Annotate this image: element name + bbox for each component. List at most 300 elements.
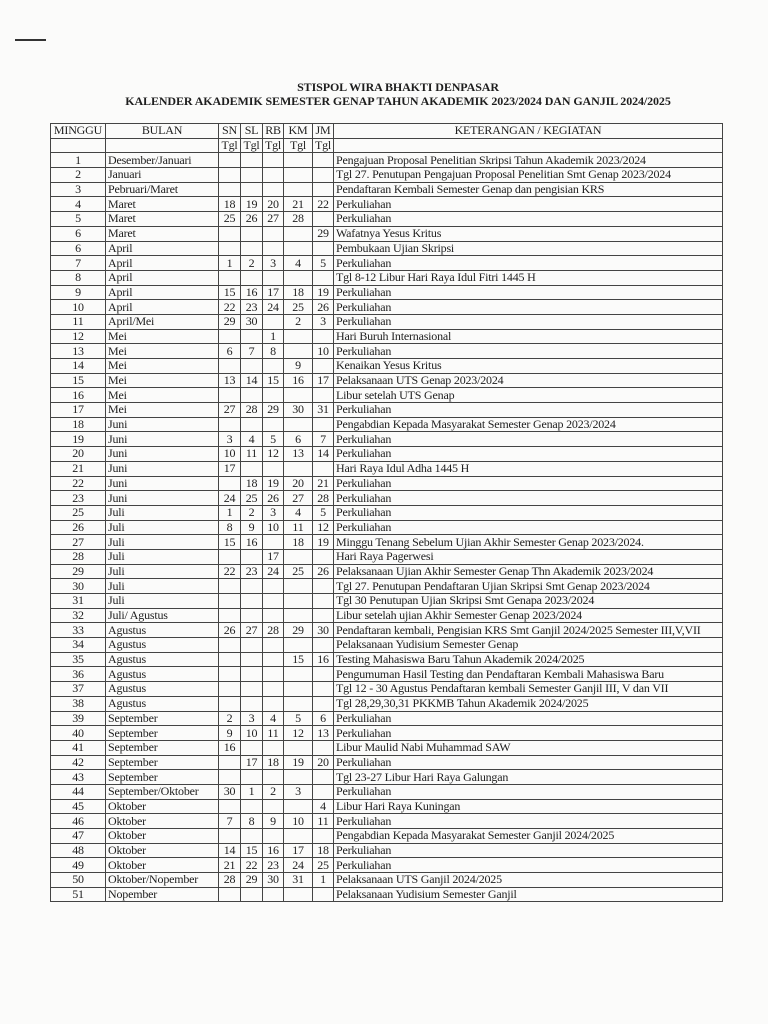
jm-date-cell: 5 bbox=[313, 505, 334, 520]
km-date-cell: 25 bbox=[284, 300, 313, 315]
rb-date-cell: 18 bbox=[263, 755, 284, 770]
table-row bbox=[51, 359, 723, 374]
sn-date-cell: 24 bbox=[219, 491, 241, 506]
km-date-cell bbox=[284, 388, 313, 403]
table-row bbox=[51, 755, 723, 770]
rb-date-cell bbox=[263, 226, 284, 241]
km-date-cell: 20 bbox=[284, 476, 313, 491]
rb-date-cell: 11 bbox=[263, 726, 284, 741]
bulan-cell: April bbox=[106, 241, 219, 256]
keterangan-cell: Tgl 30 Penutupan Ujian Skripsi Smt Genapa 2023/2024 bbox=[334, 594, 723, 609]
sn-date-cell bbox=[219, 153, 241, 168]
jm-date-cell: 12 bbox=[313, 520, 334, 535]
bulan-cell: Mei bbox=[106, 373, 219, 388]
sl-date-cell: 9 bbox=[241, 520, 263, 535]
header-sl: SL bbox=[241, 124, 263, 139]
minggu-cell: 5 bbox=[51, 212, 106, 227]
keterangan-cell: Perkuliahan bbox=[334, 285, 723, 300]
minggu-cell: 18 bbox=[51, 417, 106, 432]
sl-date-cell: 15 bbox=[241, 843, 263, 858]
sl-date-cell bbox=[241, 329, 263, 344]
rb-date-cell bbox=[263, 153, 284, 168]
keterangan-cell: Pelaksanaan Yudisium Semester Ganjil bbox=[334, 887, 723, 902]
sn-date-cell: 15 bbox=[219, 285, 241, 300]
km-date-cell bbox=[284, 638, 313, 653]
jm-date-cell: 29 bbox=[313, 226, 334, 241]
rb-date-cell bbox=[263, 638, 284, 653]
bulan-cell: Oktober bbox=[106, 843, 219, 858]
table-row bbox=[51, 403, 723, 418]
table-row bbox=[51, 314, 723, 329]
rb-date-cell bbox=[263, 535, 284, 550]
header-rb: RB bbox=[263, 124, 284, 139]
bulan-cell: September bbox=[106, 726, 219, 741]
minggu-cell: 40 bbox=[51, 726, 106, 741]
keterangan-cell: Pelaksanaan Ujian Akhir Semester Genap Thn Akademik 2023/2024 bbox=[334, 564, 723, 579]
km-date-cell bbox=[284, 682, 313, 697]
bulan-cell: September bbox=[106, 711, 219, 726]
bulan-cell: Juli bbox=[106, 549, 219, 564]
km-date-cell: 19 bbox=[284, 755, 313, 770]
km-date-cell bbox=[284, 608, 313, 623]
sl-date-cell: 29 bbox=[241, 873, 263, 888]
minggu-cell: 11 bbox=[51, 314, 106, 329]
jm-date-cell bbox=[313, 153, 334, 168]
minggu-cell: 41 bbox=[51, 740, 106, 755]
table-row bbox=[51, 843, 723, 858]
bulan-cell: Juni bbox=[106, 476, 219, 491]
sn-date-cell bbox=[219, 682, 241, 697]
sl-date-cell bbox=[241, 740, 263, 755]
minggu-cell: 1 bbox=[51, 153, 106, 168]
keterangan-cell: Hari Raya Pagerwesi bbox=[334, 549, 723, 564]
header-bulan: BULAN bbox=[106, 124, 219, 139]
sl-date-cell: 8 bbox=[241, 814, 263, 829]
table-row bbox=[51, 873, 723, 888]
sl-date-cell bbox=[241, 153, 263, 168]
keterangan-cell: Perkuliahan bbox=[334, 711, 723, 726]
table-row bbox=[51, 168, 723, 183]
keterangan-cell: Pengumuman Hasil Testing dan Pendaftaran Kembali Mahasiswa Baru bbox=[334, 667, 723, 682]
sn-date-cell bbox=[219, 829, 241, 844]
table-row bbox=[51, 153, 723, 168]
sn-date-cell: 14 bbox=[219, 843, 241, 858]
sn-date-cell: 28 bbox=[219, 873, 241, 888]
km-date-cell bbox=[284, 417, 313, 432]
keterangan-cell: Perkuliahan bbox=[334, 491, 723, 506]
rb-date-cell: 24 bbox=[263, 564, 284, 579]
bulan-cell: Juli bbox=[106, 579, 219, 594]
km-date-cell: 6 bbox=[284, 432, 313, 447]
keterangan-cell: Tgl 28,29,30,31 PKKMB Tahun Akademik 2024/2025 bbox=[334, 696, 723, 711]
jm-date-cell: 10 bbox=[313, 344, 334, 359]
sl-date-cell: 30 bbox=[241, 314, 263, 329]
bulan-cell: Nopember bbox=[106, 887, 219, 902]
bulan-cell: Oktober bbox=[106, 858, 219, 873]
table-row bbox=[51, 417, 723, 432]
jm-date-cell: 1 bbox=[313, 873, 334, 888]
minggu-cell: 26 bbox=[51, 520, 106, 535]
rb-date-cell bbox=[263, 770, 284, 785]
rb-date-cell bbox=[263, 652, 284, 667]
jm-date-cell bbox=[313, 696, 334, 711]
km-date-cell: 21 bbox=[284, 197, 313, 212]
table-row bbox=[51, 182, 723, 197]
sn-date-cell: 30 bbox=[219, 784, 241, 799]
minggu-cell: 51 bbox=[51, 887, 106, 902]
jm-date-cell: 19 bbox=[313, 535, 334, 550]
rb-date-cell: 20 bbox=[263, 197, 284, 212]
jm-date-cell: 28 bbox=[313, 491, 334, 506]
jm-date-cell bbox=[313, 212, 334, 227]
sl-date-cell bbox=[241, 241, 263, 256]
bulan-cell: Maret bbox=[106, 212, 219, 227]
bulan-cell: Agustus bbox=[106, 623, 219, 638]
sn-date-cell: 26 bbox=[219, 623, 241, 638]
sn-date-cell bbox=[219, 608, 241, 623]
sl-date-cell bbox=[241, 638, 263, 653]
km-date-cell: 15 bbox=[284, 652, 313, 667]
keterangan-cell: Perkuliahan bbox=[334, 432, 723, 447]
bulan-cell: Agustus bbox=[106, 667, 219, 682]
bulan-cell: Juni bbox=[106, 432, 219, 447]
jm-date-cell: 31 bbox=[313, 403, 334, 418]
table-row bbox=[51, 696, 723, 711]
jm-date-cell: 30 bbox=[313, 623, 334, 638]
sl-date-cell: 23 bbox=[241, 564, 263, 579]
table-row bbox=[51, 608, 723, 623]
sn-date-cell: 1 bbox=[219, 256, 241, 271]
sn-date-cell bbox=[219, 594, 241, 609]
sl-date-cell: 18 bbox=[241, 476, 263, 491]
keterangan-cell: Pengabdian Kepada Masyarakat Semester Genap 2023/2024 bbox=[334, 417, 723, 432]
jm-date-cell: 25 bbox=[313, 858, 334, 873]
sl-date-cell: 4 bbox=[241, 432, 263, 447]
minggu-cell: 49 bbox=[51, 858, 106, 873]
km-date-cell: 24 bbox=[284, 858, 313, 873]
table-row bbox=[51, 432, 723, 447]
rb-date-cell bbox=[263, 388, 284, 403]
km-date-cell bbox=[284, 241, 313, 256]
sl-date-cell bbox=[241, 226, 263, 241]
sn-date-cell: 13 bbox=[219, 373, 241, 388]
minggu-cell: 10 bbox=[51, 300, 106, 315]
table-row bbox=[51, 726, 723, 741]
header-sn: SN bbox=[219, 124, 241, 139]
km-date-cell: 3 bbox=[284, 784, 313, 799]
bulan-cell: Mei bbox=[106, 359, 219, 374]
km-date-cell: 5 bbox=[284, 711, 313, 726]
keterangan-cell: Perkuliahan bbox=[334, 784, 723, 799]
sn-date-cell: 27 bbox=[219, 403, 241, 418]
rb-date-cell: 10 bbox=[263, 520, 284, 535]
sl-date-cell: 25 bbox=[241, 491, 263, 506]
jm-date-cell bbox=[313, 549, 334, 564]
sl-date-cell bbox=[241, 388, 263, 403]
km-date-cell bbox=[284, 329, 313, 344]
jm-date-cell bbox=[313, 417, 334, 432]
minggu-cell: 4 bbox=[51, 197, 106, 212]
table-row bbox=[51, 388, 723, 403]
sn-date-cell bbox=[219, 667, 241, 682]
rb-date-cell: 16 bbox=[263, 843, 284, 858]
sn-date-cell: 17 bbox=[219, 461, 241, 476]
subheader-row bbox=[51, 138, 723, 153]
km-date-cell bbox=[284, 696, 313, 711]
bulan-cell: Juli/ Agustus bbox=[106, 608, 219, 623]
sn-date-cell bbox=[219, 388, 241, 403]
table-row bbox=[51, 858, 723, 873]
bulan-cell: Juni bbox=[106, 447, 219, 462]
institution-name: STISPOL WIRA BHAKTI DENPASAR bbox=[297, 80, 499, 94]
header-km: KM bbox=[284, 124, 313, 139]
table-row bbox=[51, 212, 723, 227]
sn-date-cell: 18 bbox=[219, 197, 241, 212]
bulan-cell: Juli bbox=[106, 564, 219, 579]
jm-date-cell: 19 bbox=[313, 285, 334, 300]
sl-date-cell: 26 bbox=[241, 212, 263, 227]
bulan-cell: April bbox=[106, 300, 219, 315]
table-row bbox=[51, 564, 723, 579]
sn-date-cell: 10 bbox=[219, 447, 241, 462]
rb-date-cell bbox=[263, 461, 284, 476]
rb-date-cell: 9 bbox=[263, 814, 284, 829]
keterangan-cell: Wafatnya Yesus Kritus bbox=[334, 226, 723, 241]
sn-date-cell bbox=[219, 417, 241, 432]
sn-date-cell: 2 bbox=[219, 711, 241, 726]
rb-date-cell: 3 bbox=[263, 256, 284, 271]
minggu-cell: 44 bbox=[51, 784, 106, 799]
minggu-cell: 3 bbox=[51, 182, 106, 197]
keterangan-cell: Libur Hari Raya Kuningan bbox=[334, 799, 723, 814]
minggu-cell: 31 bbox=[51, 594, 106, 609]
bulan-cell: April bbox=[106, 270, 219, 285]
minggu-cell: 7 bbox=[51, 256, 106, 271]
bulan-cell: Januari bbox=[106, 168, 219, 183]
minggu-cell: 12 bbox=[51, 329, 106, 344]
bulan-cell: September bbox=[106, 755, 219, 770]
table-row bbox=[51, 270, 723, 285]
jm-date-cell bbox=[313, 182, 334, 197]
sl-date-cell bbox=[241, 182, 263, 197]
keterangan-cell: Testing Mahasiswa Baru Tahun Akademik 2024/2025 bbox=[334, 652, 723, 667]
bulan-cell: Juni bbox=[106, 417, 219, 432]
km-date-cell: 30 bbox=[284, 403, 313, 418]
jm-date-cell: 20 bbox=[313, 755, 334, 770]
minggu-cell: 48 bbox=[51, 843, 106, 858]
sn-date-cell: 8 bbox=[219, 520, 241, 535]
minggu-cell: 43 bbox=[51, 770, 106, 785]
rb-date-cell: 8 bbox=[263, 344, 284, 359]
subheader-tgl: Tgl bbox=[284, 138, 313, 153]
sn-date-cell: 3 bbox=[219, 432, 241, 447]
jm-date-cell bbox=[313, 770, 334, 785]
jm-date-cell: 22 bbox=[313, 197, 334, 212]
rb-date-cell bbox=[263, 359, 284, 374]
keterangan-cell: Kenaikan Yesus Kritus bbox=[334, 359, 723, 374]
table-row bbox=[51, 241, 723, 256]
rb-date-cell: 17 bbox=[263, 549, 284, 564]
keterangan-cell: Pengajuan Proposal Penelitian Skripsi Tahun Akademik 2023/2024 bbox=[334, 153, 723, 168]
keterangan-cell: Hari Raya Idul Adha 1445 H bbox=[334, 461, 723, 476]
minggu-cell: 9 bbox=[51, 285, 106, 300]
keterangan-cell: Perkuliahan bbox=[334, 212, 723, 227]
km-date-cell: 2 bbox=[284, 314, 313, 329]
sl-date-cell bbox=[241, 682, 263, 697]
header-keterangan: KETERANGAN / KEGIATAN bbox=[334, 124, 723, 139]
km-date-cell: 11 bbox=[284, 520, 313, 535]
sn-date-cell: 29 bbox=[219, 314, 241, 329]
jm-date-cell: 13 bbox=[313, 726, 334, 741]
km-date-cell: 17 bbox=[284, 843, 313, 858]
bulan-cell: Oktober bbox=[106, 799, 219, 814]
table-row bbox=[51, 300, 723, 315]
rb-date-cell: 28 bbox=[263, 623, 284, 638]
sl-date-cell bbox=[241, 594, 263, 609]
minggu-cell: 27 bbox=[51, 535, 106, 550]
minggu-cell: 20 bbox=[51, 447, 106, 462]
sl-date-cell: 16 bbox=[241, 535, 263, 550]
header-minggu: MINGGU bbox=[51, 124, 106, 139]
minggu-cell: 32 bbox=[51, 608, 106, 623]
header-jm: JM bbox=[313, 124, 334, 139]
rb-date-cell: 29 bbox=[263, 403, 284, 418]
minggu-cell: 2 bbox=[51, 168, 106, 183]
km-date-cell bbox=[284, 579, 313, 594]
rb-date-cell: 12 bbox=[263, 447, 284, 462]
keterangan-cell: Pelaksanaan UTS Ganjil 2024/2025 bbox=[334, 873, 723, 888]
bulan-cell: Agustus bbox=[106, 682, 219, 697]
rb-date-cell bbox=[263, 682, 284, 697]
sl-date-cell: 1 bbox=[241, 784, 263, 799]
sl-date-cell bbox=[241, 168, 263, 183]
sl-date-cell bbox=[241, 667, 263, 682]
jm-date-cell bbox=[313, 579, 334, 594]
jm-date-cell: 7 bbox=[313, 432, 334, 447]
table-row bbox=[51, 579, 723, 594]
rb-date-cell bbox=[263, 314, 284, 329]
keterangan-cell: Libur Maulid Nabi Muhammad SAW bbox=[334, 740, 723, 755]
bulan-cell: Agustus bbox=[106, 652, 219, 667]
keterangan-cell: Perkuliahan bbox=[334, 256, 723, 271]
keterangan-cell: Perkuliahan bbox=[334, 403, 723, 418]
table-row bbox=[51, 226, 723, 241]
sn-date-cell bbox=[219, 652, 241, 667]
minggu-cell: 34 bbox=[51, 638, 106, 653]
bulan-cell: Mei bbox=[106, 329, 219, 344]
bulan-cell: Oktober bbox=[106, 814, 219, 829]
table-row bbox=[51, 505, 723, 520]
jm-date-cell bbox=[313, 638, 334, 653]
table-row bbox=[51, 667, 723, 682]
minggu-cell: 29 bbox=[51, 564, 106, 579]
keterangan-cell: Pendaftaran Kembali Semester Genap dan pengisian KRS bbox=[334, 182, 723, 197]
rb-date-cell: 3 bbox=[263, 505, 284, 520]
sl-date-cell bbox=[241, 549, 263, 564]
scan-mark bbox=[15, 39, 46, 41]
bulan-cell: Juni bbox=[106, 491, 219, 506]
jm-date-cell: 18 bbox=[313, 843, 334, 858]
minggu-cell: 45 bbox=[51, 799, 106, 814]
sl-date-cell: 28 bbox=[241, 403, 263, 418]
rb-date-cell: 5 bbox=[263, 432, 284, 447]
jm-date-cell bbox=[313, 388, 334, 403]
jm-date-cell: 14 bbox=[313, 447, 334, 462]
rb-date-cell: 24 bbox=[263, 300, 284, 315]
table-row bbox=[51, 344, 723, 359]
sn-date-cell bbox=[219, 168, 241, 183]
sn-date-cell bbox=[219, 549, 241, 564]
rb-date-cell bbox=[263, 182, 284, 197]
table-row bbox=[51, 799, 723, 814]
jm-date-cell: 11 bbox=[313, 814, 334, 829]
minggu-cell: 6 bbox=[51, 241, 106, 256]
km-date-cell bbox=[284, 887, 313, 902]
km-date-cell: 27 bbox=[284, 491, 313, 506]
jm-date-cell bbox=[313, 461, 334, 476]
sn-date-cell bbox=[219, 770, 241, 785]
jm-date-cell bbox=[313, 359, 334, 374]
bulan-cell: Maret bbox=[106, 197, 219, 212]
table-row bbox=[51, 256, 723, 271]
bulan-cell: September bbox=[106, 740, 219, 755]
rb-date-cell bbox=[263, 608, 284, 623]
subheader-empty bbox=[334, 138, 723, 153]
jm-date-cell bbox=[313, 608, 334, 623]
keterangan-cell: Pelaksanaan Yudisium Semester Genap bbox=[334, 638, 723, 653]
sl-date-cell bbox=[241, 417, 263, 432]
km-date-cell: 4 bbox=[284, 505, 313, 520]
keterangan-cell: Pengabdian Kepada Masyarakat Semester Ganjil 2024/2025 bbox=[334, 829, 723, 844]
jm-date-cell bbox=[313, 168, 334, 183]
table-row bbox=[51, 447, 723, 462]
km-date-cell: 16 bbox=[284, 373, 313, 388]
rb-date-cell: 30 bbox=[263, 873, 284, 888]
jm-date-cell bbox=[313, 667, 334, 682]
table-row bbox=[51, 476, 723, 491]
table-row bbox=[51, 535, 723, 550]
keterangan-cell: Perkuliahan bbox=[334, 447, 723, 462]
sn-date-cell: 7 bbox=[219, 814, 241, 829]
table-row bbox=[51, 829, 723, 844]
sn-date-cell: 22 bbox=[219, 564, 241, 579]
rb-date-cell bbox=[263, 270, 284, 285]
km-date-cell bbox=[284, 549, 313, 564]
table-row bbox=[51, 638, 723, 653]
minggu-cell: 15 bbox=[51, 373, 106, 388]
jm-date-cell bbox=[313, 784, 334, 799]
minggu-cell: 38 bbox=[51, 696, 106, 711]
jm-date-cell: 4 bbox=[313, 799, 334, 814]
keterangan-cell: Tgl 27. Penutupan Pengajuan Proposal Penelitian Smt Genap 2023/2024 bbox=[334, 168, 723, 183]
sl-date-cell: 14 bbox=[241, 373, 263, 388]
bulan-cell: Juli bbox=[106, 505, 219, 520]
sn-date-cell bbox=[219, 696, 241, 711]
keterangan-cell: Libur setelah UTS Genap bbox=[334, 388, 723, 403]
academic-calendar-table bbox=[50, 123, 723, 902]
sl-date-cell bbox=[241, 887, 263, 902]
bulan-cell: April/Mei bbox=[106, 314, 219, 329]
bulan-cell: September bbox=[106, 770, 219, 785]
keterangan-cell: Perkuliahan bbox=[334, 476, 723, 491]
bulan-cell: Juli bbox=[106, 594, 219, 609]
jm-date-cell bbox=[313, 887, 334, 902]
keterangan-cell: Perkuliahan bbox=[334, 300, 723, 315]
minggu-cell: 14 bbox=[51, 359, 106, 374]
document-title: KALENDER AKADEMIK SEMESTER GENAP TAHUN AKADEMIK 2023/2024 DAN GANJIL 2024/2025 bbox=[125, 94, 671, 108]
km-date-cell: 18 bbox=[284, 535, 313, 550]
keterangan-cell: Tgl 8-12 Libur Hari Raya Idul Fitri 1445 H bbox=[334, 270, 723, 285]
